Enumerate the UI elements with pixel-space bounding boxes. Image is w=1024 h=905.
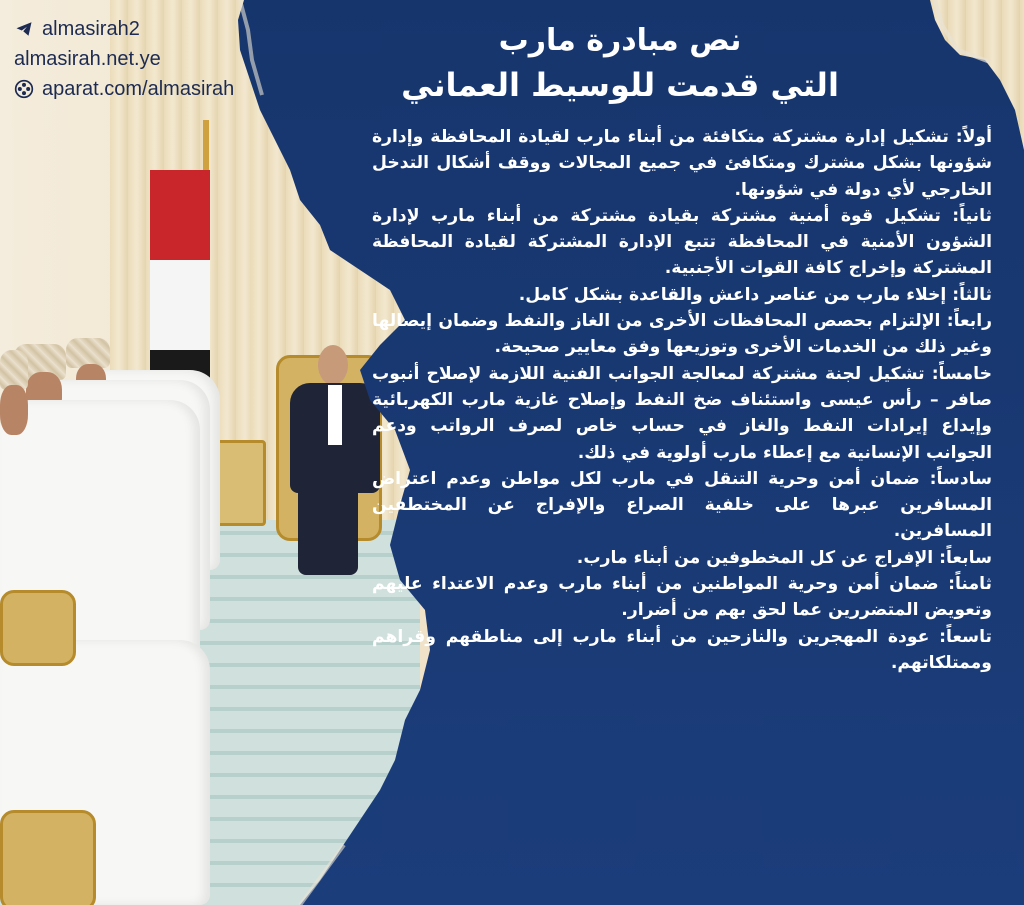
- clause-4: رابعاً: الإلتزام بحصص المحافظات الأخرى من الغاز والنفط وضمان إيصالها وغير ذلك من الخدمات الأخرى وتوزيعها وفق معايير صحيحة.: [372, 311, 992, 358]
- initiative-text: [372, 124, 992, 676]
- clause-2: ثانياً: تشكيل قوة أمنية مشتركة بقيادة مشتركة من أبناء مارب لإدارة الشؤون الأمنية في المحافظة تتبع الإدارة المشتركة لقيادة المحافظة المشتركة وإخراج كافة القوات الأجنبية.: [372, 205, 992, 279]
- clause-3: ثالثاً: إخلاء مارب من عناصر داعش والقاعدة بشكل كامل.: [518, 284, 992, 305]
- clause-9: تاسعاً: عودة المهجرين والنازحين من أبناء مارب إلى مناطقهم وقراهم وممتلكاتهم.: [372, 626, 992, 673]
- watermark-website-row: [14, 44, 234, 74]
- clause-7: سابعاً: الإفراج عن كل المخطوفين من أبناء مارب.: [576, 547, 992, 568]
- aparat-icon: [14, 79, 34, 99]
- clause-5: خامساً: تشكيل لجنة مشتركة لمعالجة الجوانب الفنية اللازمة لإصلاح أنبوب صافر – رأس عيسى واستئناف ضخ النفط وإصلاح غازية مارب الكهربائية وإيداع إيرادات النفط والغاز في حساب خاص لصرف الرواتب ودعم الجوانب الإنسانية مع إعطاء مارب أولوية في ذلك.: [372, 363, 992, 463]
- watermark: [14, 14, 234, 104]
- watermark-telegram: almasirah2: [42, 18, 140, 40]
- watermark-aparat-row: [14, 74, 234, 104]
- clause-1: أولاً: تشكيل إدارة مشتركة متكافئة من أبناء مارب لقيادة المحافظة وإدارة شؤونها بشكل مشترك ومتكافئ في جميع المجالات ووقف أشكال التدخل الخارجي لأي دولة في شؤونها.: [372, 127, 992, 200]
- page-title: [300, 20, 940, 108]
- clause-6: سادساً: ضمان أمن وحرية التنقل في مارب لكل مواطن وعدم اعتراض المسافرين عبرها على خلفية الصراع والإفراج عن المختطفين المسافرين.: [372, 468, 992, 542]
- watermark-website: almasirah.net.ye: [14, 48, 161, 70]
- watermark-aparat: aparat.com/almasirah: [42, 78, 235, 100]
- telegram-icon: [14, 19, 34, 39]
- title-line-2: التي قدمت للوسيط العماني: [401, 66, 839, 104]
- clause-8: ثامناً: ضمان أمن وحرية المواطنين من أبناء مارب وعدم الاعتداء عليهم وتعويض المتضررين عما لحق بهم من أضرار.: [372, 574, 992, 621]
- watermark-telegram-row: [14, 14, 234, 44]
- title-line-1: نص مبادرة مارب: [498, 23, 742, 58]
